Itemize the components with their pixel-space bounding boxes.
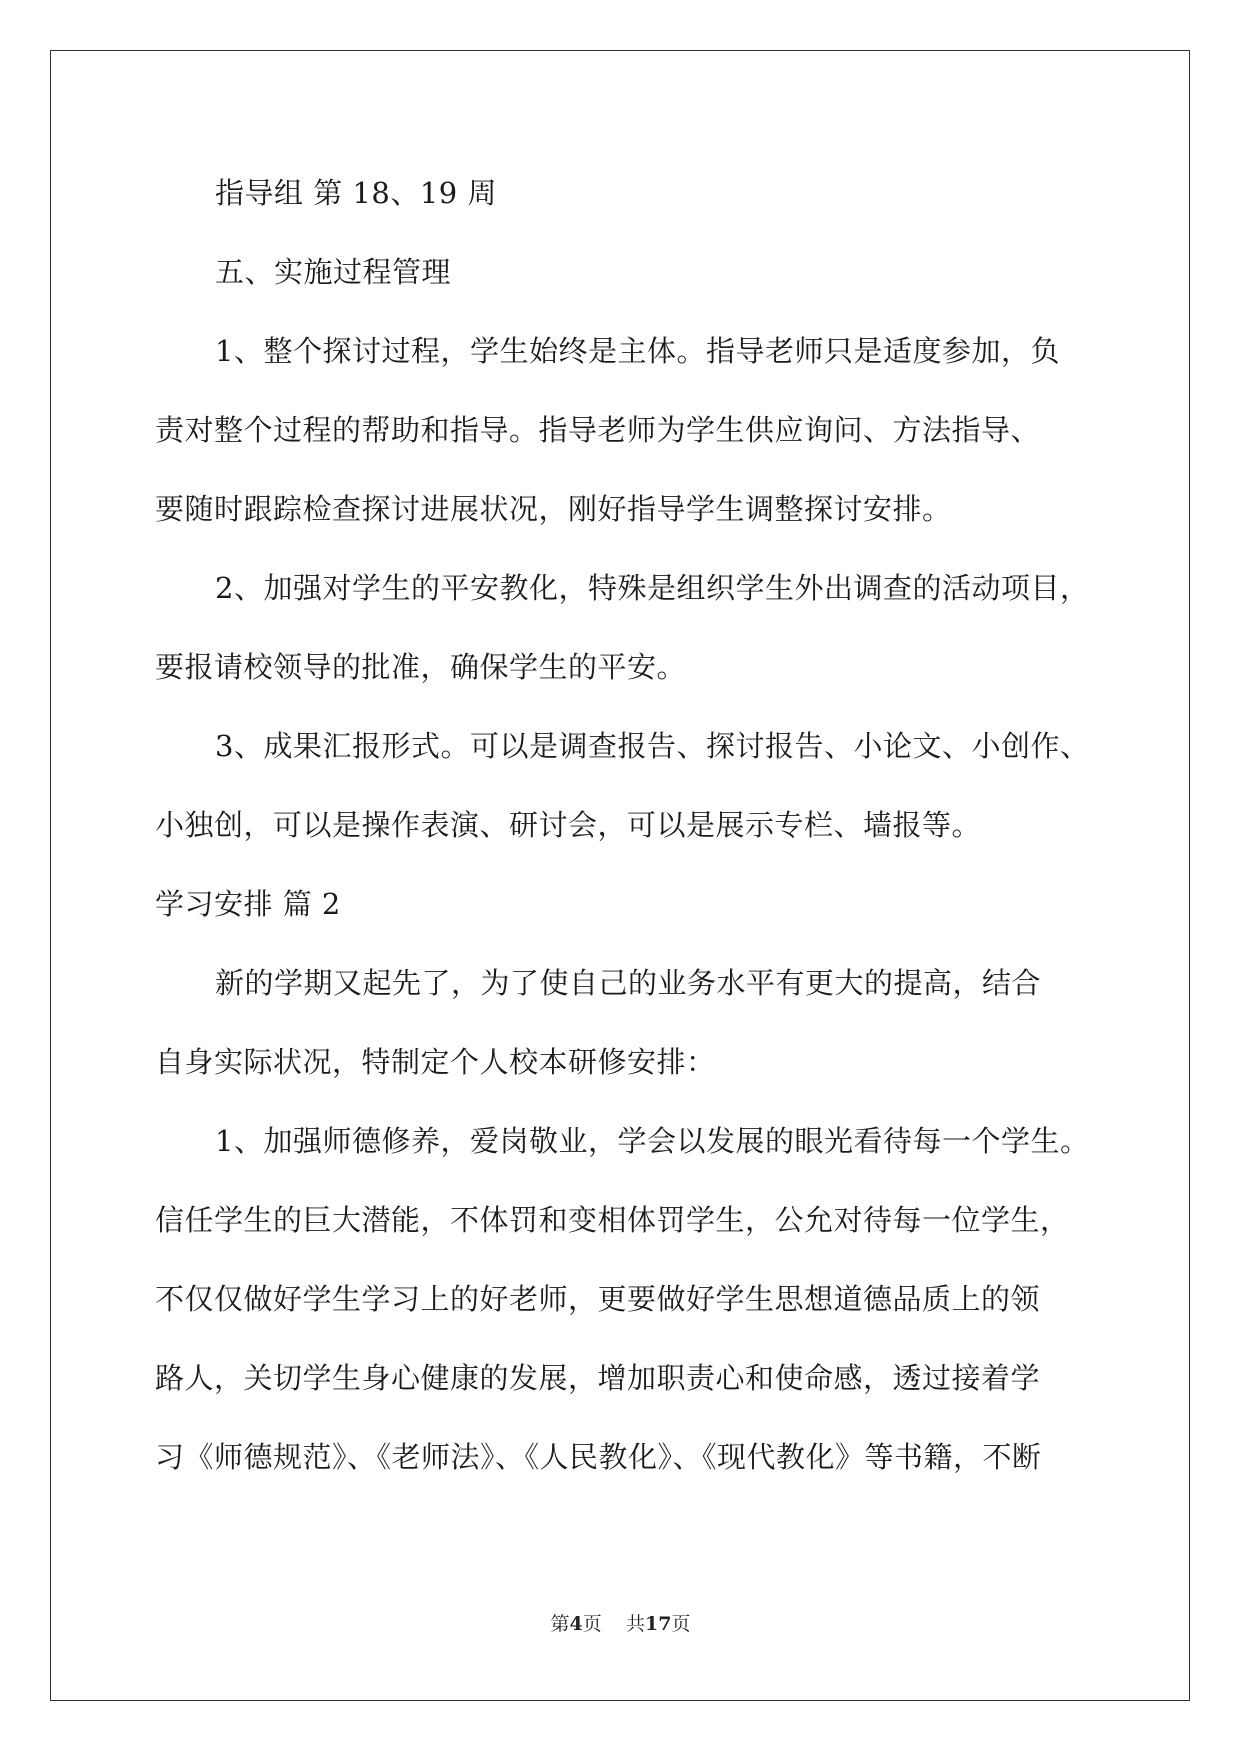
text-line: 路人，关切学生身心健康的发展，增加职责心和使命感，透过接着学 [155, 1361, 1041, 1395]
text-line: 1、加强师德修养，爱岗敬业，学会以发展的眼光看待每一个学生。 [215, 1124, 1090, 1158]
page-footer [0, 1612, 1241, 1636]
page-suffix: 页 [582, 1613, 602, 1635]
text-line: 要报请校领导的批准，确保学生的平安。 [155, 650, 687, 684]
text-line: 指导组 第 18、19 周 [215, 176, 497, 210]
text-line: 小独创，可以是操作表演、研讨会，可以是展示专栏、墙报等。 [155, 808, 982, 842]
text-line: 新的学期又起先了，为了使自己的业务水平有更大的提高，结合 [215, 966, 1042, 1000]
total-suffix: 页 [671, 1613, 691, 1635]
text-line: 1、整个探讨过程，学生始终是主体。指导老师只是适度参加，负 [215, 334, 1060, 368]
page-prefix: 第 [550, 1613, 570, 1635]
total-prefix: 共 [625, 1613, 645, 1635]
text-line: 习《师德规范》、《老师法》、《人民教化》、《现代教化》等书籍，不断 [155, 1440, 1042, 1474]
text-line: 不仅仅做好学生学习上的好老师，更要做好学生思想道德品质上的领 [155, 1282, 1041, 1316]
text-line: 3、成果汇报形式。可以是调查报告、探讨报告、小论文、小创作、 [215, 729, 1090, 763]
text-line: 自身实际状况，特制定个人校本研修安排： [155, 1045, 716, 1079]
text-line: 责对整个过程的帮助和指导。指导老师为学生供应询问、方法指导、 [155, 413, 1041, 447]
text-line: 信任学生的巨大潜能，不体罚和变相体罚学生，公允对待每一位学生， [155, 1203, 1070, 1237]
total-pages: 17 [644, 1613, 672, 1635]
section-heading: 五、实施过程管理 [215, 255, 452, 289]
text-line: 要随时跟踪检查探讨进展状况，刚好指导学生调整探讨安排。 [155, 492, 952, 526]
article-heading: 学习安排 篇 2 [155, 887, 341, 921]
text-line: 2、加强对学生的平安教化，特殊是组织学生外出调查的活动项目， [215, 571, 1090, 605]
page-number: 4 [569, 1613, 583, 1635]
